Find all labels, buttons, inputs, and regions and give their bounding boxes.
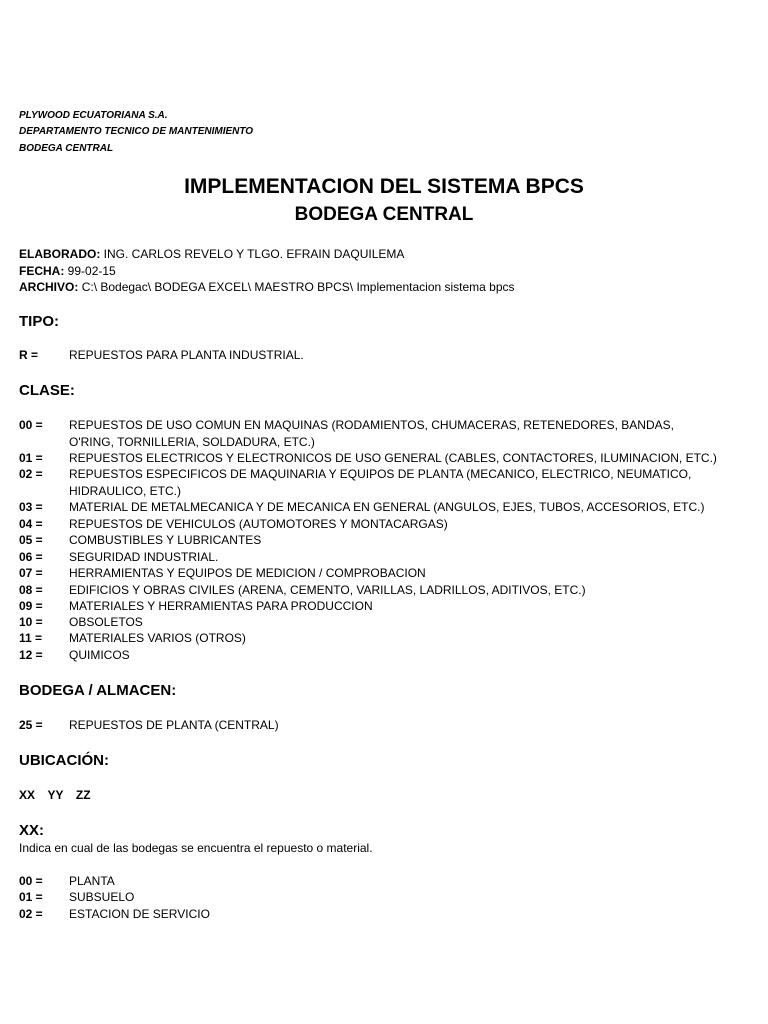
clase-code: 03 =	[19, 500, 43, 514]
clase-item	[19, 582, 719, 599]
clase-desc: REPUESTOS DE VEHICULOS (AUTOMOTORES Y MONTACARGAS)	[69, 517, 448, 531]
clase-code: 06 =	[19, 550, 43, 564]
tipo-desc: REPUESTOS PARA PLANTA INDUSTRIAL.	[69, 348, 304, 362]
xx-item	[19, 873, 719, 890]
clase-item	[19, 516, 719, 533]
bodega-code: 25 =	[19, 718, 43, 732]
clase-desc: MATERIALES VARIOS (OTROS)	[69, 631, 246, 645]
clase-code: 07 =	[19, 566, 43, 580]
document-title: IMPLEMENTACION DEL SISTEMA BPCS	[184, 175, 584, 198]
clase-desc: QUIMICOS	[69, 648, 130, 662]
unit-name: BODEGA CENTRAL	[19, 143, 114, 154]
ubicacion-heading: UBICACIÓN:	[19, 752, 109, 769]
meta-fecha-label: FECHA:	[19, 264, 65, 278]
clase-item	[19, 549, 719, 566]
clase-desc: OBSOLETOS	[69, 615, 143, 629]
clase-item	[19, 532, 719, 549]
clase-desc: SEGURIDAD INDUSTRIAL.	[69, 550, 219, 564]
xx-desc: ESTACION DE SERVICIO	[69, 907, 210, 921]
clase-code: 01 =	[19, 451, 43, 465]
clase-item	[19, 598, 719, 615]
xx-code: 00 =	[19, 874, 43, 888]
xx-item	[19, 889, 719, 906]
tipo-heading: TIPO:	[19, 313, 59, 330]
meta-archivo-value: C:\ Bodegac\ BODEGA EXCEL\ MAESTRO BPCS\ Implementacion sistema bpcs	[81, 280, 515, 294]
clase-item	[19, 466, 719, 499]
clase-item	[19, 565, 719, 582]
bodega-item	[19, 717, 719, 734]
bodega-heading: BODEGA / ALMACEN:	[19, 682, 177, 699]
meta-fecha	[19, 264, 116, 278]
clase-code: 11 =	[19, 631, 43, 645]
clase-item	[19, 647, 719, 664]
xx-desc: PLANTA	[69, 874, 115, 888]
ubicacion-format: XX YY ZZ	[19, 788, 91, 802]
clase-code: 09 =	[19, 599, 43, 613]
document-subtitle: BODEGA CENTRAL	[294, 204, 474, 225]
clase-code: 05 =	[19, 533, 43, 547]
meta-elaborado-label: ELABORADO:	[19, 247, 101, 261]
xx-code: 02 =	[19, 907, 43, 921]
tipo-item	[19, 347, 719, 364]
clase-desc: REPUESTOS ESPECIFICOS DE MAQUINARIA Y EQUIPOS DE PLANTA (MECANICO, ELECTRICO, NEUMATICO, HIDRAULICO, ETC.)	[69, 467, 692, 498]
tipo-code: R =	[19, 348, 39, 362]
xx-heading: XX:	[19, 822, 45, 839]
xx-item	[19, 906, 719, 923]
department-name: DEPARTAMENTO TECNICO DE MANTENIMIENTO	[19, 126, 254, 137]
clase-desc: MATERIALES Y HERRAMIENTAS PARA PRODUCCION	[69, 599, 373, 613]
xx-desc: SUBSUELO	[69, 890, 135, 904]
clase-item	[19, 417, 719, 450]
meta-elaborado-value: ING. CARLOS REVELO Y TLGO. EFRAIN DAQUILEMA	[103, 247, 405, 261]
clase-heading: CLASE:	[19, 382, 75, 399]
clase-item	[19, 450, 719, 467]
clase-item	[19, 499, 719, 516]
clase-item	[19, 630, 719, 647]
clase-code: 12 =	[19, 648, 43, 662]
meta-archivo	[19, 280, 515, 294]
meta-archivo-label: ARCHIVO:	[19, 280, 79, 294]
clase-desc: REPUESTOS DE USO COMUN EN MAQUINAS (RODAMIENTOS, CHUMACERAS, RETENEDORES, BANDAS, O'RING, TORNILLERIA, SOLDADURA, ETC.)	[69, 418, 674, 449]
company-name: PLYWOOD ECUATORIANA S.A.	[19, 110, 168, 121]
clase-desc: REPUESTOS ELECTRICOS Y ELECTRONICOS DE USO GENERAL (CABLES, CONTACTORES, ILUMINACION, ETC.)	[69, 451, 717, 465]
clase-desc: MATERIAL DE METALMECANICA Y DE MECANICA EN GENERAL (ANGULOS, EJES, TUBOS, ACCESORIOS, ETC.)	[69, 500, 705, 514]
clase-code: 10 =	[19, 615, 43, 629]
clase-code: 08 =	[19, 583, 43, 597]
clase-desc: COMBUSTIBLES Y LUBRICANTES	[69, 533, 262, 547]
bodega-desc: REPUESTOS DE PLANTA (CENTRAL)	[69, 718, 279, 732]
xx-code: 01 =	[19, 890, 43, 904]
meta-elaborado	[19, 247, 404, 261]
clase-desc: EDIFICIOS Y OBRAS CIVILES (ARENA, CEMENTO, VARILLAS, LADRILLOS, ADITIVOS, ETC.)	[69, 583, 586, 597]
meta-fecha-value: 99-02-15	[67, 264, 116, 278]
clase-code: 04 =	[19, 517, 43, 531]
clase-code: 00 =	[19, 418, 43, 432]
clase-item	[19, 614, 719, 631]
xx-description: Indica en cual de las bodegas se encuentra el repuesto o material.	[19, 841, 373, 855]
clase-code: 02 =	[19, 467, 43, 481]
clase-desc: HERRAMIENTAS Y EQUIPOS DE MEDICION / COMPROBACION	[69, 566, 426, 580]
